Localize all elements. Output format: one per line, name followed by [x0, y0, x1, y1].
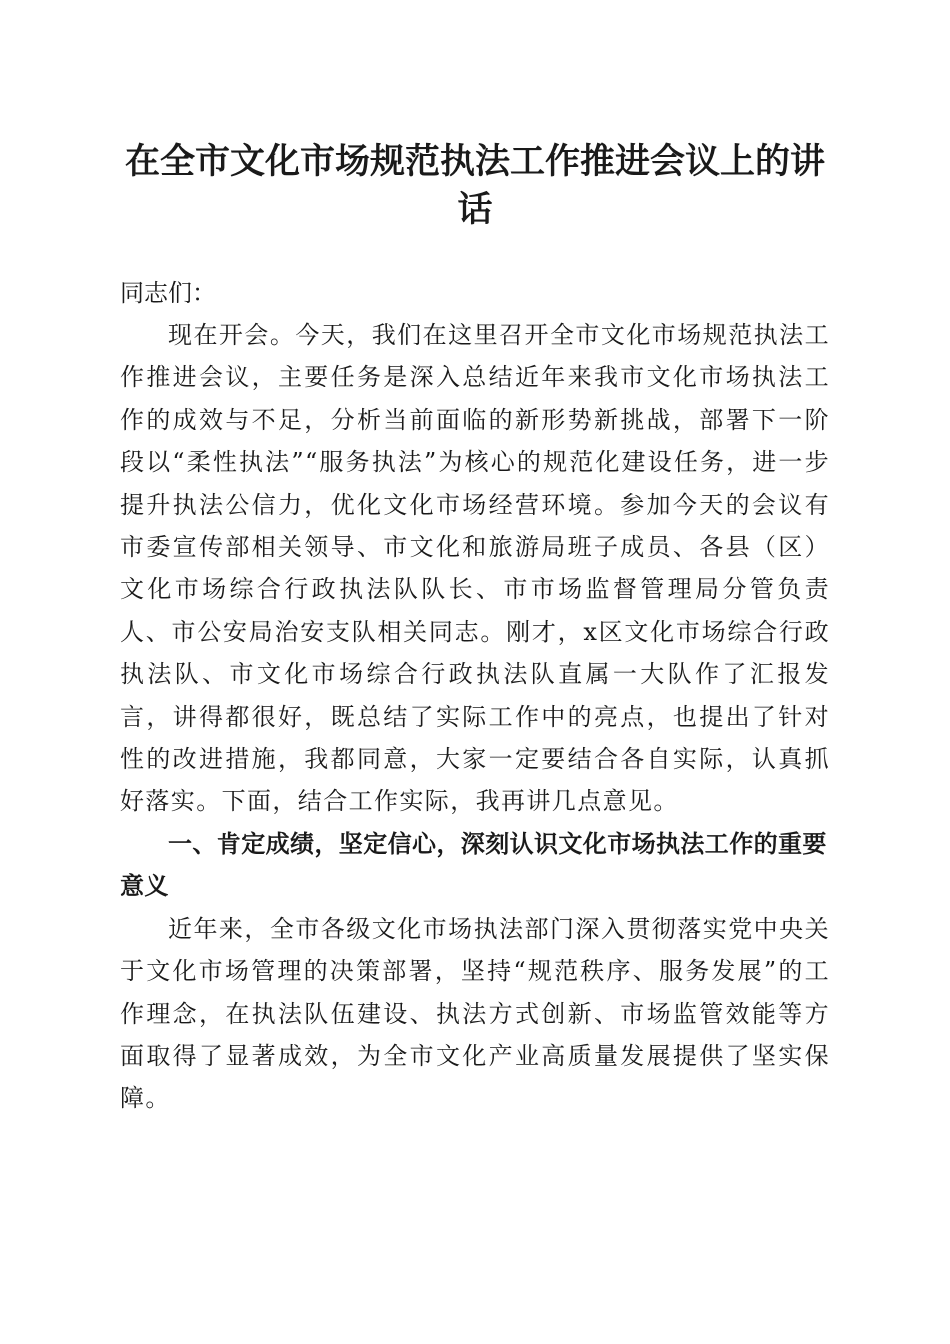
- document-title: 在全市文化市场规范执法工作推进会议上的讲话: [124, 141, 825, 230]
- section-1-paragraph: 近年来，全市各级文化市场执法部门深入贯彻落实党中央关于文化市场管理的决策部署，坚持“规范秩序、服务发展”的工作理念，在执法队伍建设、执法方式创新、市场监管效能等方面取得了显著成效，为全市文化产业高质量发展提供了坚实保障。: [120, 914, 830, 1113]
- salutation: 同志们：: [120, 279, 216, 307]
- opening-paragraph: 现在开会。今天，我们在这里召开全市文化市场规范执法工作推进会议，主要任务是深入总结近年来我市文化市场执法工作的成效与不足，分析当前面临的新形势新挑战，部署下一阶段以“柔性执法”“服务执法”为核心的规范化建设任务，进一步提升执法公信力，优化文化市场经营环境。参加今天的会议有市委宣传部相关领导、市文化和旅游局班子成员、各县（区）文化市场综合行政执法队队长、市市场监督管理局分管负责人、市公安局治安支队相关同志。刚才，x区文化市场综合行政执法队、市文化市场综合行政执法队直属一大队作了汇报发言，讲得都很好，既总结了实际工作中的亮点，也提出了针对性的改进措施，我都同意，大家一定要结合各自实际，认真抓好落实。下面，结合工作实际，我再讲几点意见。: [120, 321, 830, 816]
- section-heading-1: 一、肯定成绩，坚定信心，深刻认识文化市场执法工作的重要意义: [120, 829, 827, 901]
- document-page: [120, 120, 830, 1120]
